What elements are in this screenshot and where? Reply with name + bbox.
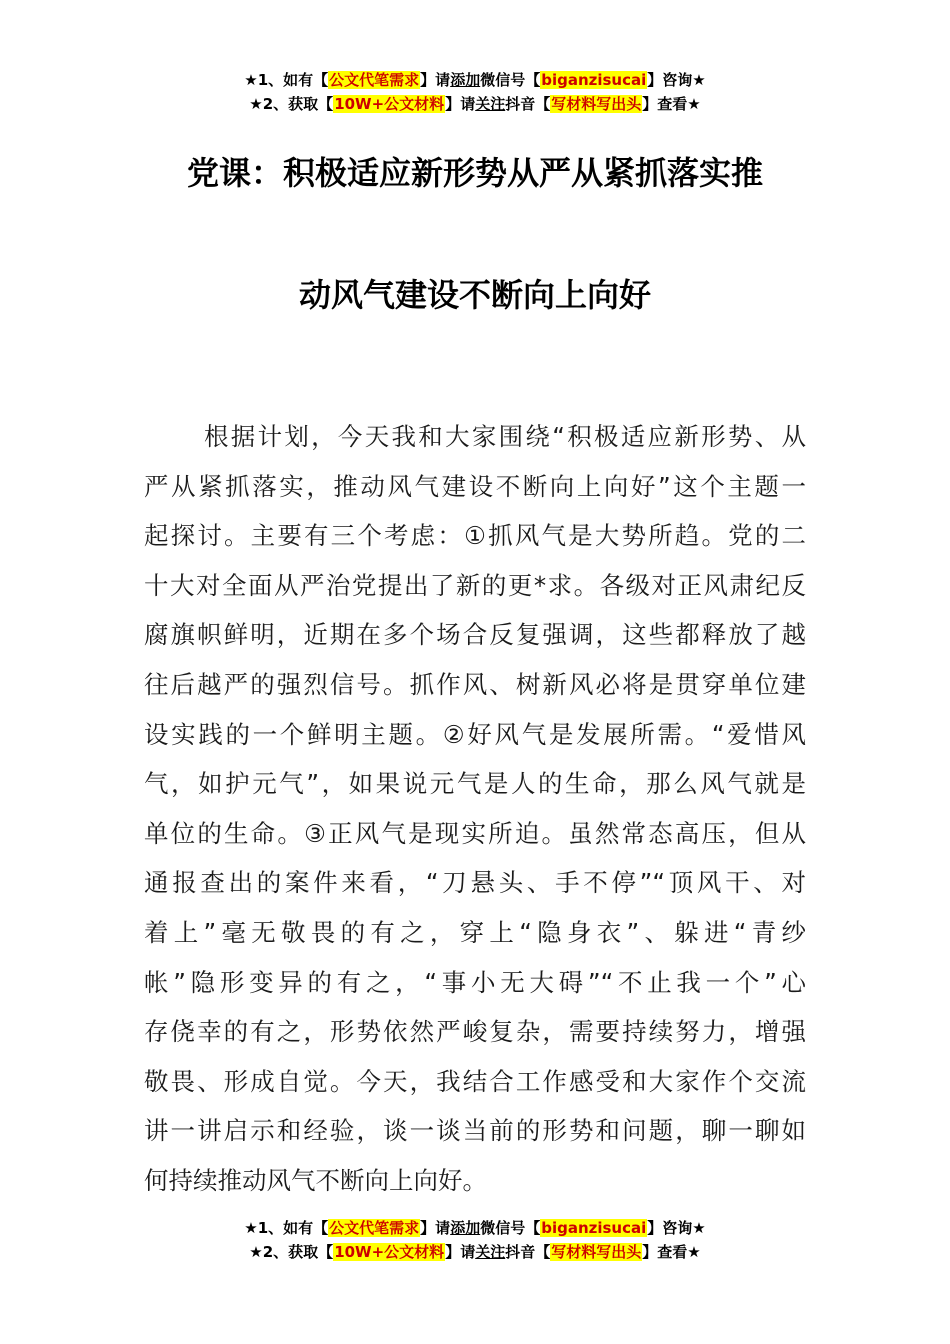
banner-highlight: 写材料写出头 xyxy=(551,1243,642,1261)
body-line: 严从紧抓落实，推动风气建设不断向上向好”这个主题一 xyxy=(144,471,806,501)
body-line: 着上”毫无敬畏的有之，穿上“隐身衣”、躲进“青纱 xyxy=(144,917,806,947)
body-line: 何持续推动风气不断向上向好。 xyxy=(144,1165,487,1195)
body-line: 十大对全面从严治党提出了新的更*求。各级对正风肃纪反 xyxy=(144,570,806,600)
body-line: 敬畏、形成自觉。今天，我结合工作感受和大家作个交流 xyxy=(144,1066,806,1096)
banner-text: 】请 xyxy=(445,1243,476,1261)
banner-underlined: 关注 xyxy=(475,1243,506,1261)
body-line: 帐”隐形变异的有之，“事小无大碍”“不止我一个”心 xyxy=(144,967,806,997)
banner-text: ★2、获取【 xyxy=(249,1243,334,1261)
banner-highlight: 10W+公文材料 xyxy=(334,95,445,113)
banner-text: 】查看★ xyxy=(642,95,701,113)
banner-highlight: 写材料写出头 xyxy=(551,95,642,113)
body-line: 单位的生命。③正风气是现实所迫。虽然常态高压，但从 xyxy=(144,818,806,848)
banner-text: 抖音【 xyxy=(505,95,551,113)
banner-highlight: biganzisucai xyxy=(541,71,647,89)
banner-line-2 xyxy=(0,1240,950,1264)
body-line: 讲一讲启示和经验，谈一谈当前的形势和问题，聊一聊如 xyxy=(144,1116,806,1146)
banner-highlight: 10W+公文材料 xyxy=(334,1243,445,1261)
banner-underlined: 添加 xyxy=(450,71,481,89)
banner-text: 微信号【 xyxy=(480,71,541,89)
banner-underlined: 添加 xyxy=(450,1219,481,1237)
banner-line-1 xyxy=(0,68,950,92)
body-paragraph xyxy=(144,412,806,1206)
banner-text: 】咨询★ xyxy=(647,71,706,89)
banner-line-1 xyxy=(0,1216,950,1240)
banner-text: 】请 xyxy=(420,1219,451,1237)
header-banner xyxy=(0,68,950,116)
footer-banner xyxy=(0,1216,950,1264)
banner-text: ★2、获取【 xyxy=(249,95,334,113)
banner-text: 微信号【 xyxy=(480,1219,541,1237)
banner-highlight: 公文代笔需求 xyxy=(329,71,420,89)
banner-text: ★1、如有【 xyxy=(244,71,329,89)
banner-text: 抖音【 xyxy=(505,1243,551,1261)
document-title-line-2: 动风气建设不断向上向好 xyxy=(298,276,651,314)
banner-text: 】请 xyxy=(420,71,451,89)
banner-underlined: 关注 xyxy=(475,95,506,113)
body-line: 气，如护元气”，如果说元气是人的生命，那么风气就是 xyxy=(144,769,806,799)
body-line: 腐旗帜鲜明，近期在多个场合反复强调，这些都释放了越 xyxy=(144,620,806,650)
document-title-line-1: 党课：积极适应新形势从严从紧抓落实推 xyxy=(186,154,763,192)
banner-highlight: biganzisucai xyxy=(541,1219,647,1237)
body-line: 根据计划，今天我和大家围绕“积极适应新形势、从 xyxy=(204,422,806,451)
body-line: 存侥幸的有之，形势依然严峻复杂，需要持续努力，增强 xyxy=(144,1017,806,1047)
banner-text: 】请 xyxy=(445,95,476,113)
banner-text: 】咨询★ xyxy=(647,1219,706,1237)
banner-text: ★1、如有【 xyxy=(244,1219,329,1237)
body-line: 通报查出的案件来看，“刀悬头、手不停”“顶风干、对 xyxy=(144,868,806,898)
banner-text: 】查看★ xyxy=(642,1243,701,1261)
body-line: 设实践的一个鲜明主题。②好风气是发展所需。“爱惜风 xyxy=(144,719,806,749)
body-line: 往后越严的强烈信号。抓作风、树新风必将是贯穿单位建 xyxy=(144,669,806,699)
banner-highlight: 公文代笔需求 xyxy=(329,1219,420,1237)
banner-line-2 xyxy=(0,92,950,116)
body-line: 起探讨。主要有三个考虑：①抓风气是大势所趋。党的二 xyxy=(144,521,806,551)
